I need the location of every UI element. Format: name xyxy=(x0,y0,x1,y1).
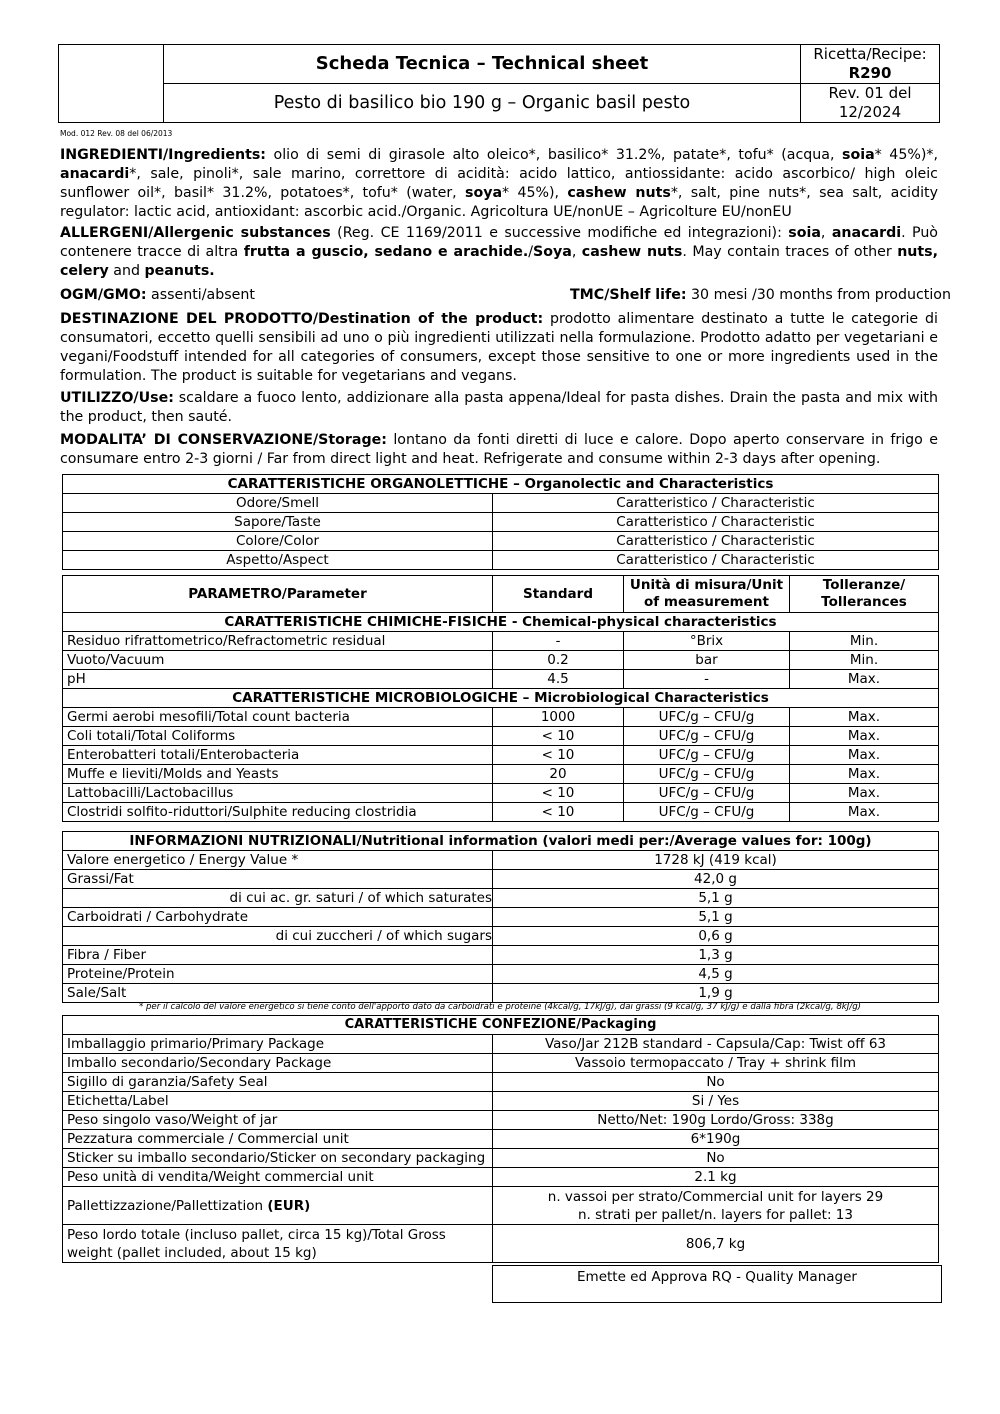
shelf-life-label: TMC/Shelf life: xyxy=(570,287,687,303)
parameter-unit: UFC/g – CFU/g xyxy=(624,746,790,765)
allergens-text: (Reg. CE 1169/2011 e successive modifiche ed integrazioni): xyxy=(330,225,789,241)
table-row xyxy=(63,965,939,984)
ingredients-allergen: soia xyxy=(842,147,875,163)
allergen-bold: nuts, celery xyxy=(60,244,939,279)
packaging-value: 6*190g xyxy=(493,1130,939,1149)
table-row xyxy=(63,889,939,908)
parameter-tolerance: Max. xyxy=(790,765,939,784)
nutrient-value: 1,3 g xyxy=(493,946,939,965)
table-row xyxy=(63,1111,939,1130)
organoleptic-name: Colore/Color xyxy=(63,532,493,551)
table-row xyxy=(63,946,939,965)
table-row xyxy=(63,513,939,532)
table-row xyxy=(63,1054,939,1073)
revision-line-2: 12/2024 xyxy=(838,103,902,121)
storage-section xyxy=(60,431,938,469)
table-row xyxy=(63,727,939,746)
gross-weight-label-line: Peso lordo totale (incluso pallet, circa 15 kg)/Total Gross xyxy=(67,1226,446,1243)
chemical-title: CARATTERISTICHE CHIMICHE-FISICHE - Chemical-physical characteristics xyxy=(63,613,939,632)
storage-label: MODALITA’ DI CONSERVAZIONE/Storage: xyxy=(60,432,387,448)
revision-line-1: Rev. 01 del xyxy=(828,84,912,102)
allergens-section xyxy=(60,224,938,281)
organoleptic-value: Caratteristico / Characteristic xyxy=(493,551,939,570)
destination-label: DESTINAZIONE DEL PRODOTTO/Destination of the product: xyxy=(60,311,544,327)
nutrient-name: di cui ac. gr. saturi / of which saturates xyxy=(63,889,493,908)
col-tolerance xyxy=(790,576,939,613)
table-row xyxy=(63,708,939,727)
parameter-unit: UFC/g – CFU/g xyxy=(624,803,790,822)
nutrient-name: Sale/Salt xyxy=(63,984,493,1003)
nutrient-value: 1728 kJ (419 kcal) xyxy=(493,851,939,870)
use-text: scaldare a fuoco lento, addizionare alla pasta appena/Ideal for pasta dishes. Drain the pasta and mix with the product, then sauté. xyxy=(60,390,938,425)
nutrition-title: INFORMAZIONI NUTRIZIONALI/Nutritional information (valori medi per:/Average values for: 100g) xyxy=(63,832,939,851)
packaging-value: No xyxy=(493,1149,939,1168)
col-standard: Standard xyxy=(493,576,624,613)
packaging-name: Sticker su imballo secondario/Sticker on secondary packaging xyxy=(63,1149,493,1168)
packaging-value: Si / Yes xyxy=(493,1092,939,1111)
parameter-standard: 1000 xyxy=(493,708,624,727)
use-section xyxy=(60,389,938,427)
parameter-standard: < 10 xyxy=(493,746,624,765)
table-row xyxy=(63,1168,939,1187)
table-row xyxy=(63,670,939,689)
pallet-value-line: n. vassoi per strato/Commercial unit for layers 29 xyxy=(547,1188,884,1205)
parameters-header-row xyxy=(63,576,939,613)
ingredients-allergen: anacardi xyxy=(60,166,130,182)
table-row xyxy=(63,784,939,803)
table-row xyxy=(63,651,939,670)
organoleptic-name: Aspetto/Aspect xyxy=(63,551,493,570)
parameter-standard: < 10 xyxy=(493,803,624,822)
parameter-name: Coli totali/Total Coliforms xyxy=(63,727,493,746)
col-parameter: PARAMETRO/Parameter xyxy=(63,576,493,613)
table-row xyxy=(63,532,939,551)
gross-weight-label-line: weight (pallet included, about 15 kg) xyxy=(67,1244,317,1261)
pallet-label xyxy=(63,1187,493,1225)
parameter-tolerance: Max. xyxy=(790,727,939,746)
header-table xyxy=(58,44,940,123)
allergens-text: and xyxy=(108,263,145,279)
nutrient-name: Proteine/Protein xyxy=(63,965,493,984)
table-row xyxy=(63,927,939,946)
packaging-name: Sigillo di garanzia/Safety Seal xyxy=(63,1073,493,1092)
packaging-value: Vassoio termopaccato / Tray + shrink film xyxy=(493,1054,939,1073)
parameter-tolerance: Max. xyxy=(790,670,939,689)
shelf-life-line xyxy=(570,286,951,305)
gmo-value: assenti/absent xyxy=(146,287,255,303)
nutrient-value: 0,6 g xyxy=(493,927,939,946)
packaging-value: Vaso/Jar 212B standard - Capsula/Cap: Twist off 63 xyxy=(493,1035,939,1054)
packaging-name: Imballo secondario/Secondary Package xyxy=(63,1054,493,1073)
parameter-standard: 20 xyxy=(493,765,624,784)
allergen-bold: Soya xyxy=(533,244,572,260)
destination-section xyxy=(60,310,938,386)
parameter-name: Clostridi solfito-riduttori/Sulphite reducing clostridia xyxy=(63,803,493,822)
packaging-name: Peso unità di vendita/Weight commercial unit xyxy=(63,1168,493,1187)
gross-weight-label xyxy=(63,1225,493,1263)
col-unit xyxy=(624,576,790,613)
pallet-value xyxy=(493,1187,939,1225)
pallet-label-bold: (EUR) xyxy=(267,1197,311,1214)
nutrient-name: Grassi/Fat xyxy=(63,870,493,889)
allergen-bold: peanuts. xyxy=(144,263,215,279)
gmo-label: OGM/GMO: xyxy=(60,287,147,303)
ingredients-allergen: cashew nuts xyxy=(567,185,671,201)
parameter-standard: 4.5 xyxy=(493,670,624,689)
table-row xyxy=(63,803,939,822)
recipe-label: Ricetta/Recipe: xyxy=(813,45,927,63)
revision-cell xyxy=(801,84,940,123)
parameter-tolerance: Min. xyxy=(790,651,939,670)
table-row xyxy=(63,1130,939,1149)
parameter-name: Muffe e lieviti/Molds and Yeasts xyxy=(63,765,493,784)
organoleptic-table xyxy=(62,474,939,570)
table-row xyxy=(63,984,939,1003)
table-row xyxy=(63,1187,939,1225)
pallet-label-text: Pallettizzazione/Pallettization xyxy=(67,1197,268,1214)
nutrient-value: 4,5 g xyxy=(493,965,939,984)
parameter-unit: UFC/g – CFU/g xyxy=(624,727,790,746)
ingredients-text: * 45%)*, xyxy=(874,147,938,163)
allergens-text: , xyxy=(820,225,832,241)
col-unit-line: of measurement xyxy=(644,594,769,610)
signature-text: Emette ed Approva RQ - Quality Manager xyxy=(577,1269,857,1285)
signature-box xyxy=(492,1265,942,1303)
parameter-unit: UFC/g – CFU/g xyxy=(624,708,790,727)
ingredients-text: *, sale, pinoli*, sale marino, correttore di acidità: acido lattico, antiossidante: acido ascorbico/ high oleic sunflower oil*, basil* 31.2%, potatoes*, tofu* (water, xyxy=(60,166,938,201)
organoleptic-value: Caratteristico / Characteristic xyxy=(493,494,939,513)
nutrient-value: 1,9 g xyxy=(493,984,939,1003)
recipe-code: R290 xyxy=(848,64,892,82)
storage-text: lontano da fonti diretti di luce e calore. Dopo aperto conservare in frigo e consumare entro 2-3 giorni / Far from direct light and heat. Refrigerate and consume within 2-3 days after opening. xyxy=(60,432,938,467)
table-row xyxy=(63,1225,939,1263)
nutrient-name: di cui zuccheri / of which sugars xyxy=(63,927,493,946)
ingredients-section xyxy=(60,146,938,222)
table-row xyxy=(63,1035,939,1054)
nutrient-value: 42,0 g xyxy=(493,870,939,889)
col-tolerance-line: Tolleranze/ xyxy=(822,577,906,593)
gross-weight-value: 806,7 kg xyxy=(493,1225,939,1263)
ingredients-text: olio di semi di girasole alto oleico*, basilico* 31.2%, patate*, tofu* (acqua, xyxy=(265,147,843,163)
parameter-name: Vuoto/Vacuum xyxy=(63,651,493,670)
allergen-bold: frutta a guscio, sedano e arachide. xyxy=(243,244,529,260)
parameter-standard: - xyxy=(493,632,624,651)
nutrient-name: Carboidrati / Carbohydrate xyxy=(63,908,493,927)
nutrient-value: 5,1 g xyxy=(493,908,939,927)
packaging-name: Etichetta/Label xyxy=(63,1092,493,1111)
organoleptic-title: CARATTERISTICHE ORGANOLETTICHE – Organolectic and Characteristics xyxy=(63,475,939,494)
table-row xyxy=(63,765,939,784)
col-tolerance-line: Tollerances xyxy=(821,594,907,610)
nutrient-value: 5,1 g xyxy=(493,889,939,908)
ingredients-text: *, salt, pine nuts*, sea salt, acidity regulator: lactic acid, antioxidant: ascorbic acid./Organic. Agricoltura UE/nonUE – Agricolture EU/nonEU xyxy=(60,185,938,220)
module-reference: Mod. 012 Rev. 08 del 06/2013 xyxy=(60,129,173,138)
parameter-tolerance: Max. xyxy=(790,746,939,765)
table-row xyxy=(63,870,939,889)
ingredients-allergen: soya xyxy=(465,185,503,201)
table-row xyxy=(63,551,939,570)
allergens-text: / xyxy=(528,244,534,260)
logo-cell xyxy=(59,45,164,123)
table-row xyxy=(63,1092,939,1111)
energy-footnote: * per il calcolo del valore energetico si tiene conto dell'apporto dato da carboidrati e proteine (4kcal/g, 17kJ/g), dai grassi (9 kcal/g, 37 kJ/g) e dalla fibra (2kcal/g, 8kJ/g) xyxy=(138,1002,862,1012)
microbiological-rows xyxy=(63,708,939,822)
table-row xyxy=(63,908,939,927)
parameter-unit: UFC/g – CFU/g xyxy=(624,765,790,784)
organoleptic-value: Caratteristico / Characteristic xyxy=(493,532,939,551)
parameter-standard: 0.2 xyxy=(493,651,624,670)
allergens-text: , xyxy=(571,244,582,260)
packaging-value: Netto/Net: 190g Lordo/Gross: 338g xyxy=(493,1111,939,1130)
table-row xyxy=(63,1073,939,1092)
document-title: Scheda Tecnica – Technical sheet xyxy=(164,45,801,84)
parameter-tolerance: Min. xyxy=(790,632,939,651)
ingredients-text: * 45%), xyxy=(502,185,568,201)
parameters-table xyxy=(62,575,939,822)
allergen-bold: anacardi xyxy=(831,225,902,241)
allergen-bold: soia xyxy=(788,225,821,241)
parameter-unit: - xyxy=(624,670,790,689)
organoleptic-name: Sapore/Taste xyxy=(63,513,493,532)
col-unit-line: Unità di misura/Unit xyxy=(629,577,784,593)
packaging-title: CARATTERISTICHE CONFEZIONE/Packaging xyxy=(63,1016,939,1035)
parameter-standard: < 10 xyxy=(493,727,624,746)
parameter-unit: UFC/g – CFU/g xyxy=(624,784,790,803)
organoleptic-value: Caratteristico / Characteristic xyxy=(493,513,939,532)
allergen-bold: cashew nuts xyxy=(581,244,683,260)
packaging-rows xyxy=(63,1035,939,1187)
shelf-life-value: 30 mesi /30 months from production xyxy=(686,287,951,303)
table-row xyxy=(63,632,939,651)
allergens-text: . May contain traces of other xyxy=(682,244,898,260)
recipe-cell xyxy=(801,45,940,84)
table-row xyxy=(63,851,939,870)
allergens-text: . Può contenere tracce di altra xyxy=(60,225,938,260)
parameter-name: Enterobatteri totali/Enterobacteria xyxy=(63,746,493,765)
table-row xyxy=(63,494,939,513)
packaging-name: Peso singolo vaso/Weight of jar xyxy=(63,1111,493,1130)
packaging-value: No xyxy=(493,1073,939,1092)
packaging-name: Pezzatura commerciale / Commercial unit xyxy=(63,1130,493,1149)
parameter-tolerance: Max. xyxy=(790,784,939,803)
table-row xyxy=(63,1149,939,1168)
packaging-value: 2.1 kg xyxy=(493,1168,939,1187)
parameter-tolerance: Max. xyxy=(790,708,939,727)
microbiological-title: CARATTERISTICHE MICROBIOLOGICHE – Microbiological Characteristics xyxy=(63,689,939,708)
packaging-table xyxy=(62,1015,939,1263)
parameter-name: Lattobacilli/Lactobacillus xyxy=(63,784,493,803)
parameter-standard: < 10 xyxy=(493,784,624,803)
allergens-label: ALLERGENI/Allergenic substances xyxy=(60,225,331,241)
parameter-unit: bar xyxy=(624,651,790,670)
parameter-name: pH xyxy=(63,670,493,689)
ingredients-label: INGREDIENTI/Ingredients: xyxy=(60,147,266,163)
destination-text: prodotto alimentare destinato a tutte le categorie di consumatori, eccetto quelli sensibili ad uno o più ingredienti utilizzati nella formulazione. Prodotto adatto per vegetariani e vegani/Foodstuff intended for all categories of consumers, except those sensitive to one or more ingredients used in the formulation. The product is suitable for vegetarians and vegans. xyxy=(60,311,938,384)
nutrition-table xyxy=(62,831,939,1003)
parameter-tolerance: Max. xyxy=(790,803,939,822)
organoleptic-name: Odore/Smell xyxy=(63,494,493,513)
nutrient-name: Fibra / Fiber xyxy=(63,946,493,965)
parameter-name: Germi aerobi mesofili/Total count bacteria xyxy=(63,708,493,727)
parameter-name: Residuo rifrattometrico/Refractometric residual xyxy=(63,632,493,651)
nutrition-rows xyxy=(63,851,939,1003)
packaging-name: Imballaggio primario/Primary Package xyxy=(63,1035,493,1054)
chemical-rows xyxy=(63,632,939,689)
use-label: UTILIZZO/Use: xyxy=(60,390,174,406)
table-row xyxy=(63,746,939,765)
nutrient-name: Valore energetico / Energy Value * xyxy=(63,851,493,870)
parameter-unit: °Brix xyxy=(624,632,790,651)
pallet-value-line: n. strati per pallet/n. layers for pallet: 13 xyxy=(578,1206,853,1223)
product-name: Pesto di basilico bio 190 g – Organic basil pesto xyxy=(164,84,801,123)
